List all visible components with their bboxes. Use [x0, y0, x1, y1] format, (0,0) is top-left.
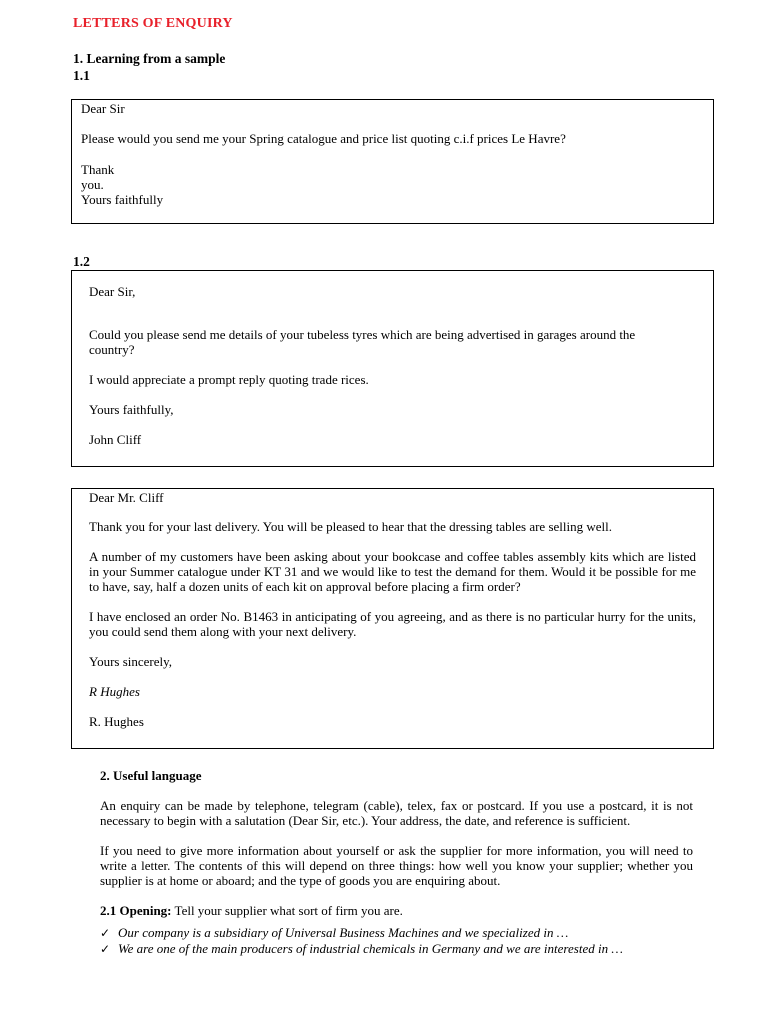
letter-closing: Yours faithfully	[81, 192, 164, 207]
opening-subsection	[100, 903, 693, 918]
letter-thanks: Thank	[81, 162, 115, 177]
page-title: LETTERS OF ENQUIRY	[73, 16, 233, 31]
opening-label: 2.1 Opening:	[100, 903, 172, 918]
list-item-text: Our company is a subsidiary of Universal Business Machines and we specialized in …	[118, 925, 569, 940]
subsection-label-1-2: 1.2	[73, 254, 90, 269]
sample-letter-1	[71, 99, 714, 224]
list-item	[100, 941, 693, 957]
letter-closing: Yours faithfully,	[89, 402, 174, 417]
letter-body: Please would you send me your Spring catalogue and price list quoting c.i.f prices Le Havre?	[81, 131, 566, 146]
list-item	[100, 925, 693, 941]
check-icon: ✓	[100, 926, 111, 940]
subsection-label-1-1: 1.1	[73, 68, 90, 83]
sample-letter-3	[71, 488, 714, 749]
letter-salutation: Dear Sir,	[89, 284, 136, 299]
letter-signature: John Cliff	[89, 432, 142, 447]
letter-thanks-cont: you.	[81, 177, 104, 192]
letter-closing: Yours sincerely,	[89, 654, 173, 669]
letter-paragraph: Could you please send me details of your tubeless tyres which are being advertised in garages around the	[89, 327, 636, 342]
check-icon: ✓	[100, 942, 111, 956]
section-paragraph: If you need to give more information about yourself or ask the supplier for more information, you will need to write a letter. The contents of this will depend on three things: how well you know your supplier; whether you supplier is at home or aboard; and the type of goods you are enquiring about.	[100, 843, 693, 888]
letter-salutation: Dear Mr. Cliff	[89, 490, 164, 505]
section-useful-language	[100, 768, 693, 957]
list-item-text: We are one of the main producers of industrial chemicals in Germany and we are interested in …	[118, 941, 623, 956]
letter-paragraph: A number of my customers have been asking about your bookcase and coffee tables assembly kits which are listed in your Summer catalogue under KT 31 and we would like to test the demand for them. Would it be possible for me to have, say, half a dozen units of each kit on approval before placing a firm order?	[89, 549, 696, 594]
opening-text: Tell your supplier what sort of firm you are.	[171, 903, 403, 918]
letter-paragraph-cont: country?	[89, 342, 135, 357]
letter-signature-italic: R Hughes	[89, 684, 140, 699]
letter-salutation: Dear Sir	[81, 101, 125, 116]
section-paragraph: An enquiry can be made by telephone, telegram (cable), telex, fax or postcard. If you use a postcard, it is not necessary to begin with a salutation (Dear Sir, etc.). Your address, the date, and reference is sufficient.	[100, 798, 693, 828]
sample-letter-2	[71, 270, 714, 467]
letter-signature: R. Hughes	[89, 714, 144, 729]
letter-paragraph: I have enclosed an order No. B1463 in anticipating of you agreeing, and as there is no particular hurry for the units, you could send them along with your next delivery.	[89, 609, 696, 639]
letter-paragraph: I would appreciate a prompt reply quoting trade rices.	[89, 372, 369, 387]
section-heading-learning: 1. Learning from a sample	[73, 51, 226, 66]
example-list	[100, 925, 693, 957]
letter-paragraph: Thank you for your last delivery. You will be pleased to hear that the dressing tables are selling well.	[89, 519, 613, 534]
section-heading-useful-language: 2. Useful language	[100, 768, 202, 783]
